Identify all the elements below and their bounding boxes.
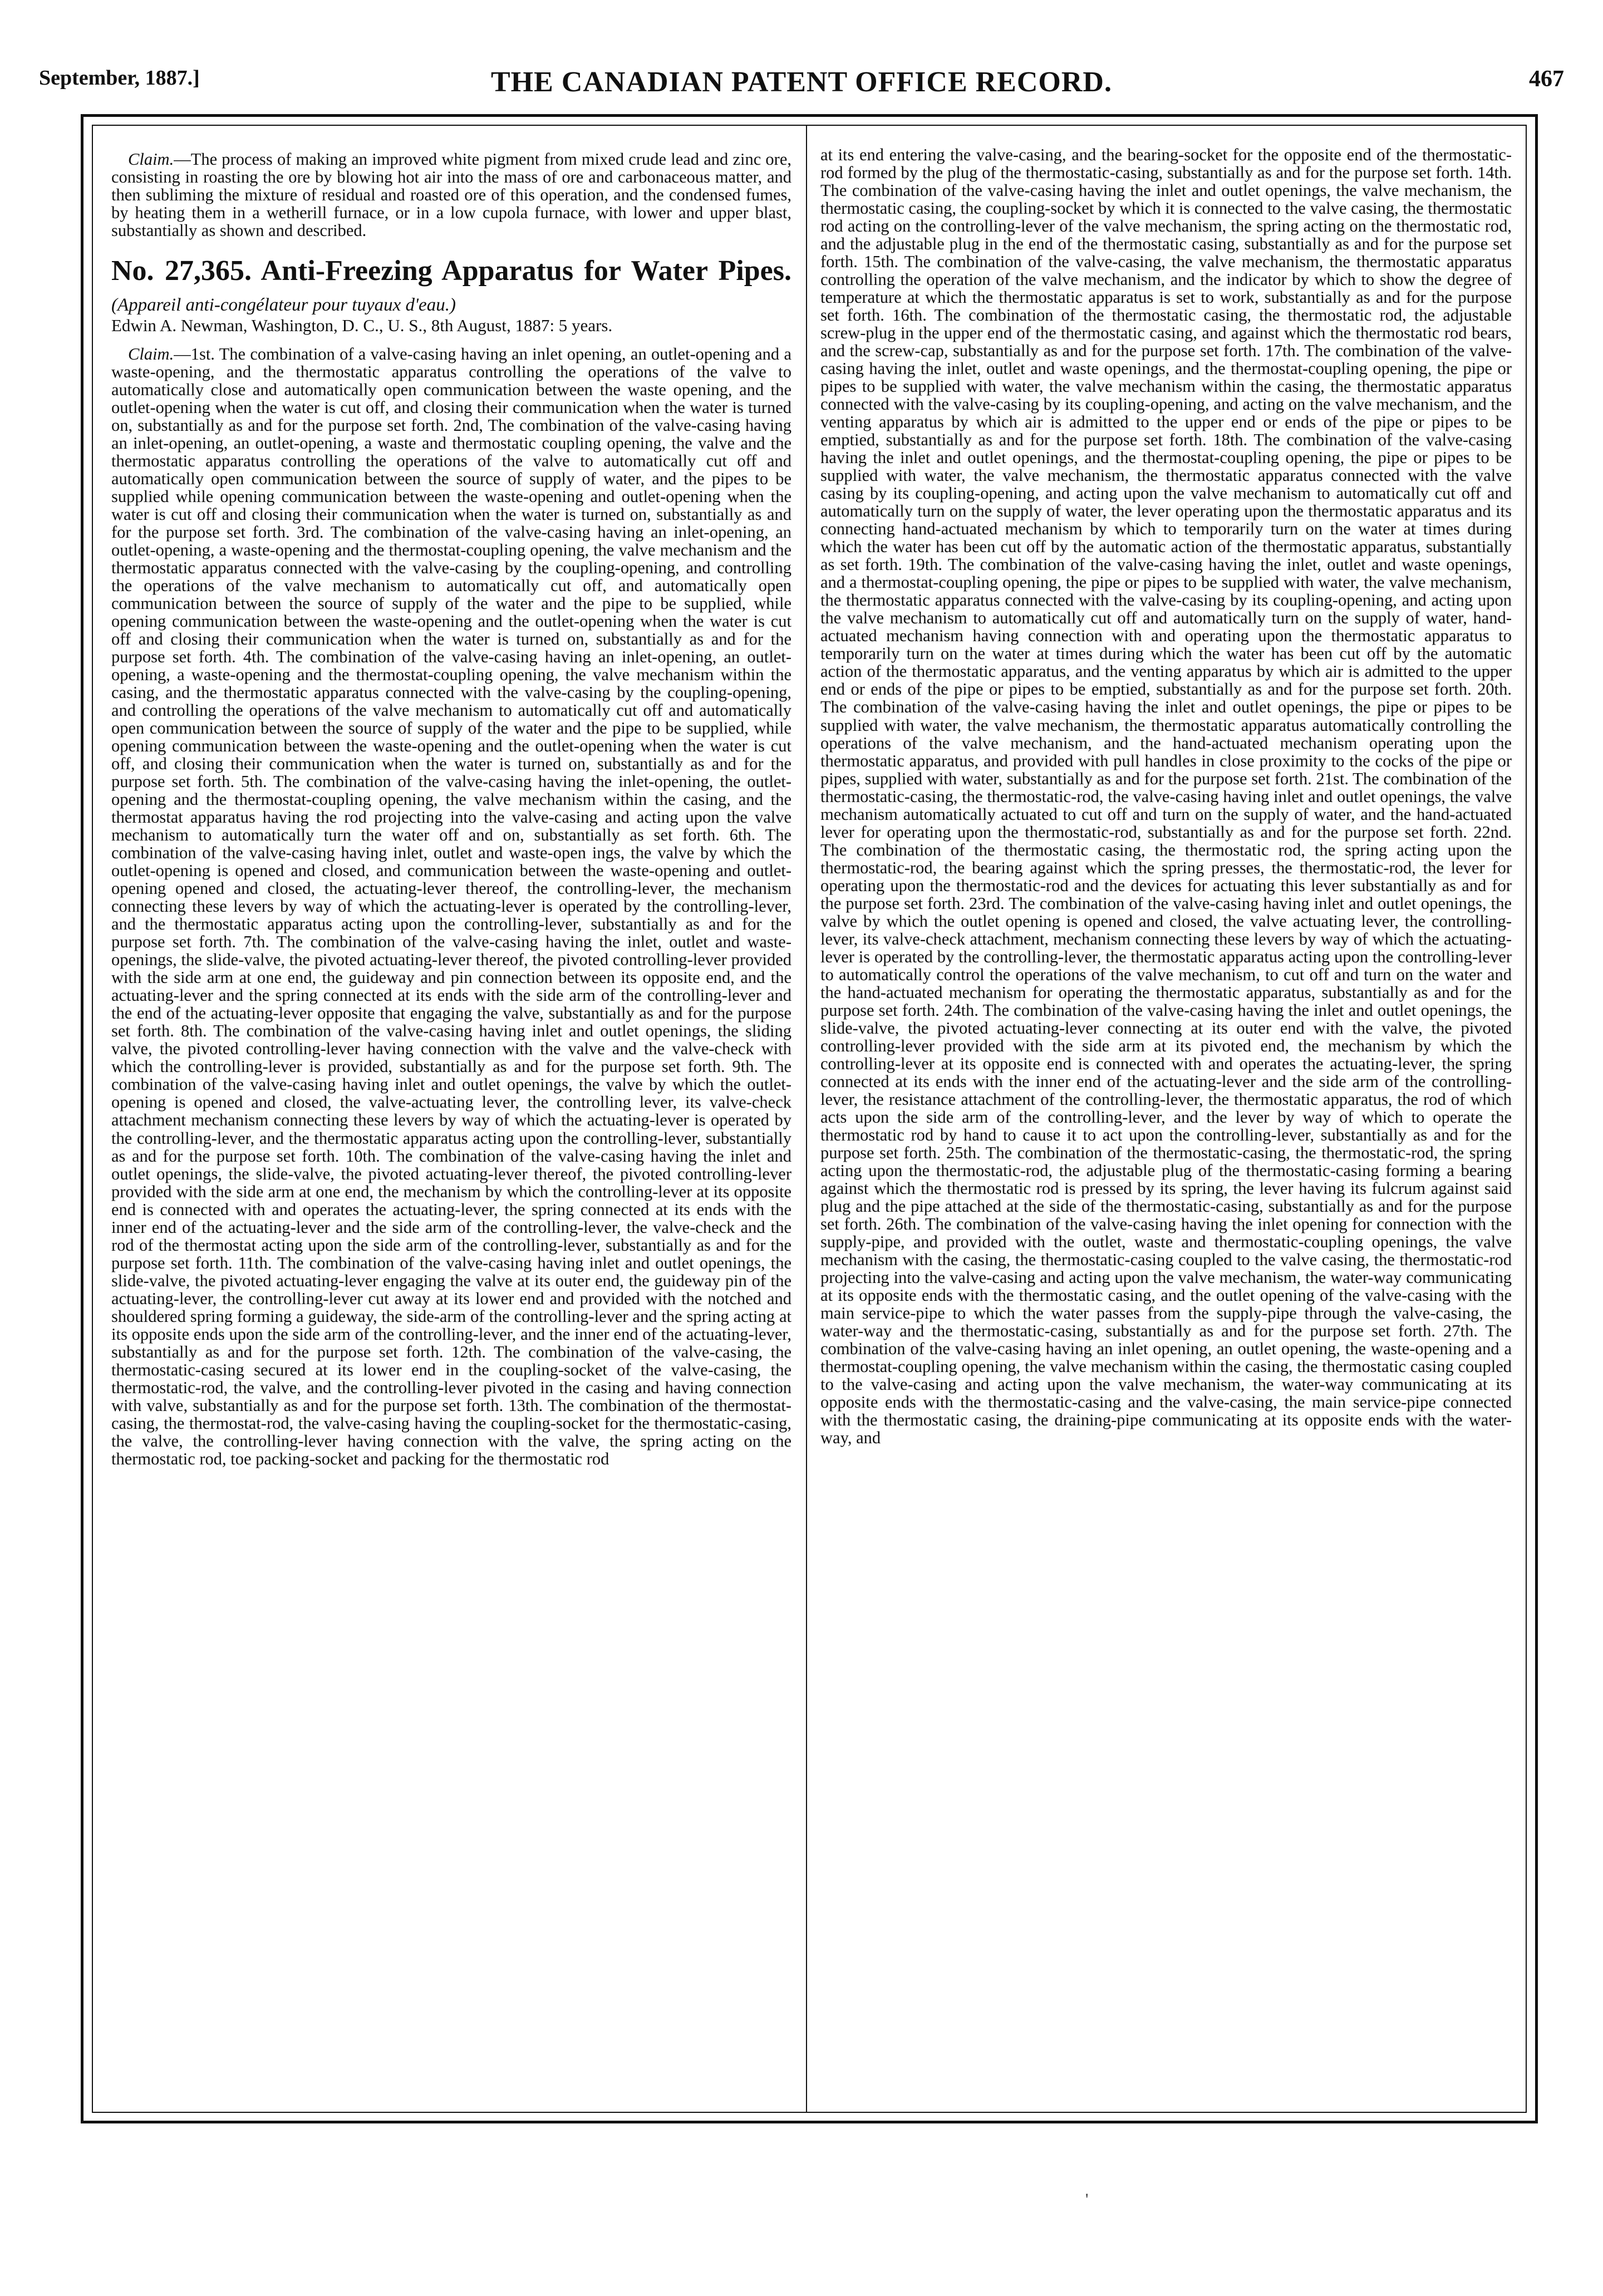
right-column	[820, 146, 1512, 1447]
claims-continued-text: at its end entering the valve-casing, and the bearing-socket for the opposite end of the thermostatic-rod formed by the plug of the thermostatic-casing, substantially as and for the purpose set forth. 14th. The combination of the valve-casing having the inlet and outlet openings, the valve mechanism, the thermostatic casing, the coupling-socket by which it is connected to the valve casing, the thermostatic rod acting on the controlling-lever of the valve mechanism, the spring acting on the thermostatic rod, and the adjustable plug in the end of the thermostatic casing, substantially as and for the purpose set forth. 15th. The combination of the valve-casing, the valve mechanism, the thermostatic apparatus controlling the operation of the valve mechanism, and the indicator by which to show the degree of temperature at which the thermostatic apparatus is set to work, substantially as and for the purpose set forth. 16th. The combination of the thermostatic casing, the thermostatic rod, the adjustable screw-plug in the upper end of the thermostatic casing, and against which the thermostatic rod bears, and the screw-cap, substantially as and for the purpose set forth. 17th. The combination of the valve-casing having the inlet, outlet and waste openings, and the thermostat-coupling opening, the pipe or pipes to be supplied with water, the valve mechanism within the casing, the thermostatic apparatus connected with the valve-casing by its coupling-opening, and acting on the valve mechanism, and the venting apparatus by which air is admitted to the upper end or ends of the pipe or pipes to be emptied, substantially as and for the purpose set forth. 18th. The combination of the valve-casing having the inlet and outlet openings, and the thermostat-coupling opening, the pipe or pipes to be supplied with water, the valve mechanism, the thermostatic apparatus connected with the valve casing by its coupling-opening, and acting upon the valve mechanism to automatically cut off and automatically turn on the supply of water, the lever operating upon the thermostatic apparatus and its connecting hand-actuated mechanism by which to temporarily turn on the water at times during which the water has been cut off by the automatic action of the thermostatic apparatus, substantially as set forth. 19th. The combination of the valve-casing having the inlet, outlet and waste openings, and a thermostat-coupling opening, the pipe or pipes to be supplied with water, the valve mechanism, the thermostatic apparatus connected with the valve-casing by its coupling-opening, and acting upon the valve mechanism to automatically cut off and automatically turn on the supply of water, hand-actuated mechanism having connection with and operating upon the thermostatic apparatus to temporarily turn on the water at times during which the water has been cut off by the automatic action of the thermostatic apparatus, and the venting apparatus by which air is admitted to the upper end or ends of the pipe or pipes to be emptied, substantially as and for the purpose set forth. 20th. The combination of the valve-casing having the inlet and outlet openings, the pipe or pipes to be supplied with water, the valve mechanism, the thermostatic apparatus automatically controlling the operations of the valve mechanism, and the hand-actuated mechanism operating upon the thermostatic apparatus, and provided with pull handles in close proximity to the cocks of the pipe or pipes, supplied with water, substantially as and for the purpose set forth. 21st. The combination of the thermostatic-casing, the thermostatic-rod, the valve-casing having inlet and outlet openings, the valve mechanism automatically actuated to cut off and turn on the supply of water, and the hand-actuated lever for operating upon the thermostatic-rod, substantially as and for the purpose set forth. 22nd. The combination of the thermostatic casing, the thermostatic rod, the spring acting upon the thermostatic-rod, the bearing against which the spring presses, the thermostatic-rod, the lever for operating upon the thermostatic-rod and the devices for actuating this lever substantially as and for the purpose set forth. 23rd. The combination of the valve-casing having inlet and outlet openings, the valve by which the outlet opening is opened and closed, the valve actuating lever, the controlling-lever, its valve-check attachment, mechanism connecting these levers by way of which the actuating-lever is operated by the controlling-lever, the thermostatic apparatus acting upon the controlling-lever to automatically control the operations of the valve mechanism, to cut off and turn on the water and the hand-actuated mechanism for operating the thermostatic apparatus, substantially as and for the purpose set forth. 24th. The combination of the valve-casing having the inlet and outlet openings, the slide-valve, the pivoted actuating-lever connecting at its outer end with the valve, the pivoted controlling-lever provided with the side arm at its pivoted end, the mechanism by which the controlling-lever at its opposite end is connected with and operates the actuating-lever, the spring connected at its ends with the inner end of the actuating-lever and the side arm of the controlling-lever, the resistance attachment of the controlling-lever, the thermostatic apparatus, the rod of which acts upon the side arm of the controlling-lever, and the lever by way of which to operate the thermostatic rod by hand to cause it to act upon the controlling-lever, substantially as and for the purpose set forth. 25th. The combination of the thermostatic-casing, the thermostatic-rod, the spring acting upon the thermostatic-rod, the adjustable plug of the thermostatic-casing forming a bearing against which the thermostatic rod is pressed by its spring, the lever having its fulcrum against said plug and the pipe attached at the side of the thermostatic-casing, substantially as and for the purpose set forth. 26th. The combination of the valve-casing having the inlet opening for connection with the supply-pipe, and provided with the outlet, waste and thermostatic-coupling openings, the valve mechanism with the casing, the thermostatic-casing coupled to the valve casing, the thermostatic-rod projecting into the valve-casing and acting upon the valve mechanism, the water-way communicating at its opposite ends with the thermostatic casing, and the outlet opening of the valve-casing with the main service-pipe to which the water passes from the supply-pipe through the valve-casing, the water-way and the thermostatic-casing, substantially as and for the purpose set forth. 27th. The combination of the valve-casing having an inlet opening, an outlet opening, the waste-opening and a thermostat-coupling opening, the valve mechanism within the casing, the thermostatic casing coupled to the valve-casing and acting upon the valve mechanism, the water-way communicating at its opposite ends with the thermostatic-casing and the valve-casing, the main service-pipe connected with the thermostatic casing, the draining-pipe communicating at its opposite ends with the water-way, and	[820, 145, 1512, 1448]
patent-title: Anti-Freezing Apparatus for Water Pipes.	[260, 255, 791, 287]
inventor-line: Edwin A. Newman, Washington, D. C., U. S., 8th August, 1887: 5 years.	[111, 316, 613, 336]
header-title: THE CANADIAN PATENT OFFICE RECORD.	[491, 66, 1112, 98]
claim-label: Claim.	[128, 150, 174, 169]
left-column	[111, 150, 791, 1468]
patent-title-french: (Appareil anti-congélateur pour tuyaux d'eau.)	[111, 294, 456, 315]
page-number: 467	[1529, 66, 1564, 92]
patent-heading	[111, 256, 791, 317]
claims-text: —1st. The combination of a valve-casing having an inlet opening, an outlet-opening and a waste-opening, and the thermostatic apparatus controlling the operations of the valve to automatically close and automatically open communication between the waste opening, and the outlet-opening when the water is cut off, and closing their communication when the water is turned on, substantially as and for the purpose set forth. 2nd, The combination of the valve-casing having an inlet-opening, an outlet-opening, a waste and thermostatic coupling opening, the valve and the thermostatic apparatus controlling the operations of the valve to automatically cut off and automatically open communication between the source of supply of water, and the pipes to be supplied while opening communication between the waste-opening and outlet-opening when the water is cut off and closing their communication when the water is turned on, substantially as and for the purpose set forth. 3rd. The combination of the valve-casing having an inlet-opening, an outlet-opening, a waste-opening and the thermostat-coupling opening, the valve mechanism and the thermostatic apparatus connected with the valve-casing by the coupling-opening, and controlling the operations of the valve mechanism to automatically cut off, and automatically open communication between the source of supply of the water and the pipe to be supplied, while opening communication between the waste-opening and the outlet-opening when the water is cut off and closing their communication when the water is turned on, substantially as and for the purpose set forth. 4th. The combination of the valve-casing having an inlet-opening, an outlet-opening, a waste-opening and the thermostat-coupling opening, the valve mechanism within the casing, and the thermostatic apparatus connected with the valve-casing by the coupling-opening, and controlling the operations of the valve mechanism to automatically cut off and automatically open communication between the source of supply of the water and the pipe to be supplied, while opening communication between the waste-opening and the outlet-opening when the water is cut off, and closing their communication when the water is turned on, substantially as and for the purpose set forth. 5th. The combination of the valve-casing having the inlet-opening, the outlet-opening and the thermostat-coupling opening, the valve mechanism within the casing, and the thermostat apparatus having the rod projecting into the valve-casing and acting upon the valve mechanism to automatically turn the water off and on, substantially as set forth. 6th. The combination of the valve-casing having inlet, outlet and waste-open ings, the valve by which the outlet-opening is opened and closed, and communication between the waste-opening and outlet-opening opened and closed, the actuating-lever thereof, the controlling-lever, the mechanism connecting these levers by way of which the actuating-lever is operated by the controlling-lever, and the thermostatic apparatus acting upon the controlling-lever, substantially as and for the purpose set forth. 7th. The combination of the valve-casing having the inlet, outlet and waste-openings, the slide-valve, the pivoted actuating-lever thereof, the pivoted controlling-lever provided with the side arm at one end, the guideway and pin connection between its opposite end, and the actuating-lever and the spring connected at its ends with the side arm of the controlling-lever and the end of the actuating-lever opposite that engaging the valve, substantially as and for the purpose set forth. 8th. The combination of the valve-casing having inlet and outlet openings, the sliding valve, the pivoted controlling-lever having connection with the valve and the valve-check with which the controlling-lever is provided, substantially as and for the purpose set forth. 9th. The combination of the valve-casing having inlet and outlet openings, the valve by which the outlet-opening is opened and closed, the valve-actuating lever, the controlling lever, its valve-check attachment mechanism connecting these levers by way of which the actuating-lever is operated by the controlling-lever, and the thermostatic apparatus acting upon the controlling-lever, substantially as and for the purpose set forth. 10th. The combination of the valve-casing having the inlet and outlet openings, the slide-valve, the pivoted actuating-lever thereof, the pivoted controlling-lever provided with the side arm at one end, the mechanism by which the controlling-lever at its opposite end is connected with and operates the actuating-lever, the spring connected at its ends with the inner end of the actuating-lever and the side arm of the controlling-lever, the valve-check and the rod of the thermostat acting upon the side arm of the controlling-lever, substantially as and for the purpose set forth. 11th. The combination of the valve-casing having inlet and outlet openings, the slide-valve, the pivoted actuating-lever engaging the valve at its outer end, the guideway pin of the actuating-lever, the controlling-lever cut away at its lower end and provided with the notched and shouldered spring forming a guideway, the side-arm of the controlling-lever and the spring acting at its opposite ends upon the side arm of the controlling-lever, and the inner end of the actuating-lever, substantially as and for the purpose set forth. 12th. The combination of the valve-casing, the thermostatic-casing secured at its lower end in the coupling-socket of the valve-casing, the thermostatic-rod, the valve, and the controlling-lever pivoted in the casing and having connection with valve, substantially as and for the purpose set forth. 13th. The combination of the thermostat-casing, the thermostat-rod, the valve-casing having the coupling-socket for the thermostatic-casing, the valve, the controlling-lever having connection with the valve, the spring acting on the thermostatic rod, toe packing-socket and packing for the thermostatic rod	[111, 344, 791, 1468]
header-date: September, 1887.]	[39, 66, 200, 90]
patent-number: No. 27,365.	[111, 255, 252, 287]
claims-paragraph	[111, 345, 791, 1468]
column-divider	[806, 125, 807, 2113]
claim-paragraph	[111, 150, 791, 239]
stray-mark: '	[1085, 2190, 1089, 2209]
page-header	[39, 66, 1564, 110]
claim-text: —The process of making an improved white pigment from mixed crude lead and zinc ore, consisting in roasting the ore by blowing hot air into the mass of ore and carbonaceous matter, and then subliming the mixture of residual and roasted ore of this operation, and the condensed fumes, by heating them in a wetherill furnace, or in a low cupola furnace, with lower and upper blast, substantially as shown and described.	[111, 150, 791, 240]
claim-label: Claim.	[128, 344, 174, 363]
